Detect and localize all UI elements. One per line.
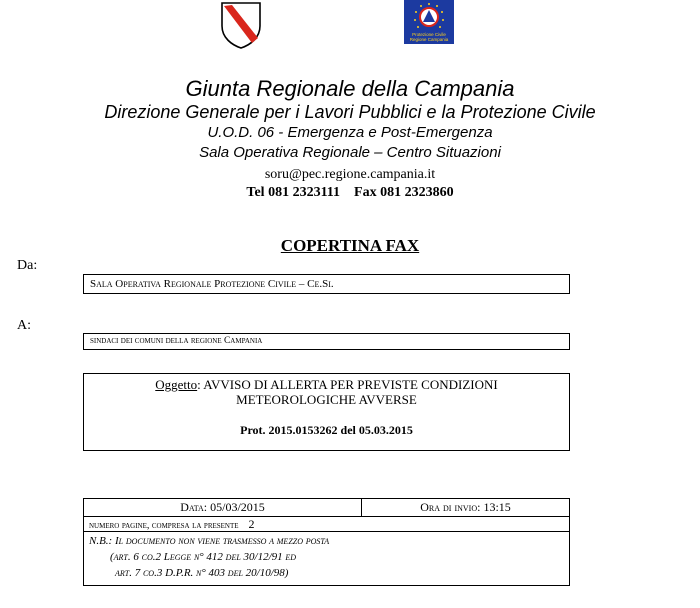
subject-line-2: METEOROLOGICHE AVVERSE — [236, 392, 417, 407]
date-label: Data — [180, 500, 204, 514]
details-row-note — [84, 533, 569, 585]
civil-protection-caption: Protezione Civile Regione Campania — [409, 32, 449, 42]
send-time-value: : 13:15 — [477, 500, 511, 514]
header-uod: U.O.D. 06 - Emergenza e Post-Emergenza — [207, 124, 493, 141]
pages-label: numero pagine, compresa la presente — [89, 520, 239, 531]
pages-value: 2 — [248, 517, 255, 531]
subject-label: Oggetto — [155, 377, 198, 392]
header-title: Giunta Regionale della Campania — [185, 76, 515, 101]
header-email: soru@pec.regione.campania.it — [264, 167, 436, 182]
date-value: : 05/03/2015 — [203, 500, 265, 514]
send-time-label: Ora di invio — [420, 500, 478, 514]
send-time-cell — [362, 499, 569, 516]
civil-protection-logo — [404, 0, 454, 44]
header-sala: Sala Operativa Regionale – Centro Situazioni — [199, 144, 501, 161]
details-row-date — [84, 499, 569, 517]
cover-title: COPERTINA FAX — [280, 236, 420, 255]
region-coat-of-arms-logo — [218, 0, 264, 50]
from-label: Da: — [17, 258, 38, 273]
subject-protocol: Prot. 2015.0153262 del 05.03.2015 — [240, 423, 413, 437]
note-line-2: (art. 6 co.2 Legge n° 412 del 30/12/91 ed — [110, 551, 297, 563]
details-table — [83, 498, 570, 586]
from-value: Sala Operativa Regionale Protezione Civile – Ce.Si. — [90, 278, 334, 290]
shield-icon — [218, 0, 264, 50]
date-cell — [84, 499, 362, 516]
subject-line-1 — [84, 377, 569, 392]
header-direction: Direzione Generale per i Lavori Pubblici e la Protezione Civile — [104, 102, 596, 122]
from-field — [83, 274, 570, 294]
header-tel-fax: Tel 081 2323111 Fax 081 2323860 — [246, 185, 454, 200]
details-row-pages — [84, 517, 569, 532]
note-line-1: N.B.: Il documento non viene trasmesso a mezzo posta — [89, 535, 330, 547]
subject-box — [83, 373, 570, 451]
subject-text-1: : AVVISO DI ALLERTA PER PREVISTE CONDIZIONI — [197, 377, 498, 392]
note-line-3: art. 7 co.3 D.P.R. n° 403 del 20/10/98) — [115, 567, 289, 579]
to-label: A: — [17, 318, 31, 333]
to-value: sindaci dei comuni della regione Campania — [90, 336, 263, 346]
to-field — [83, 333, 570, 350]
